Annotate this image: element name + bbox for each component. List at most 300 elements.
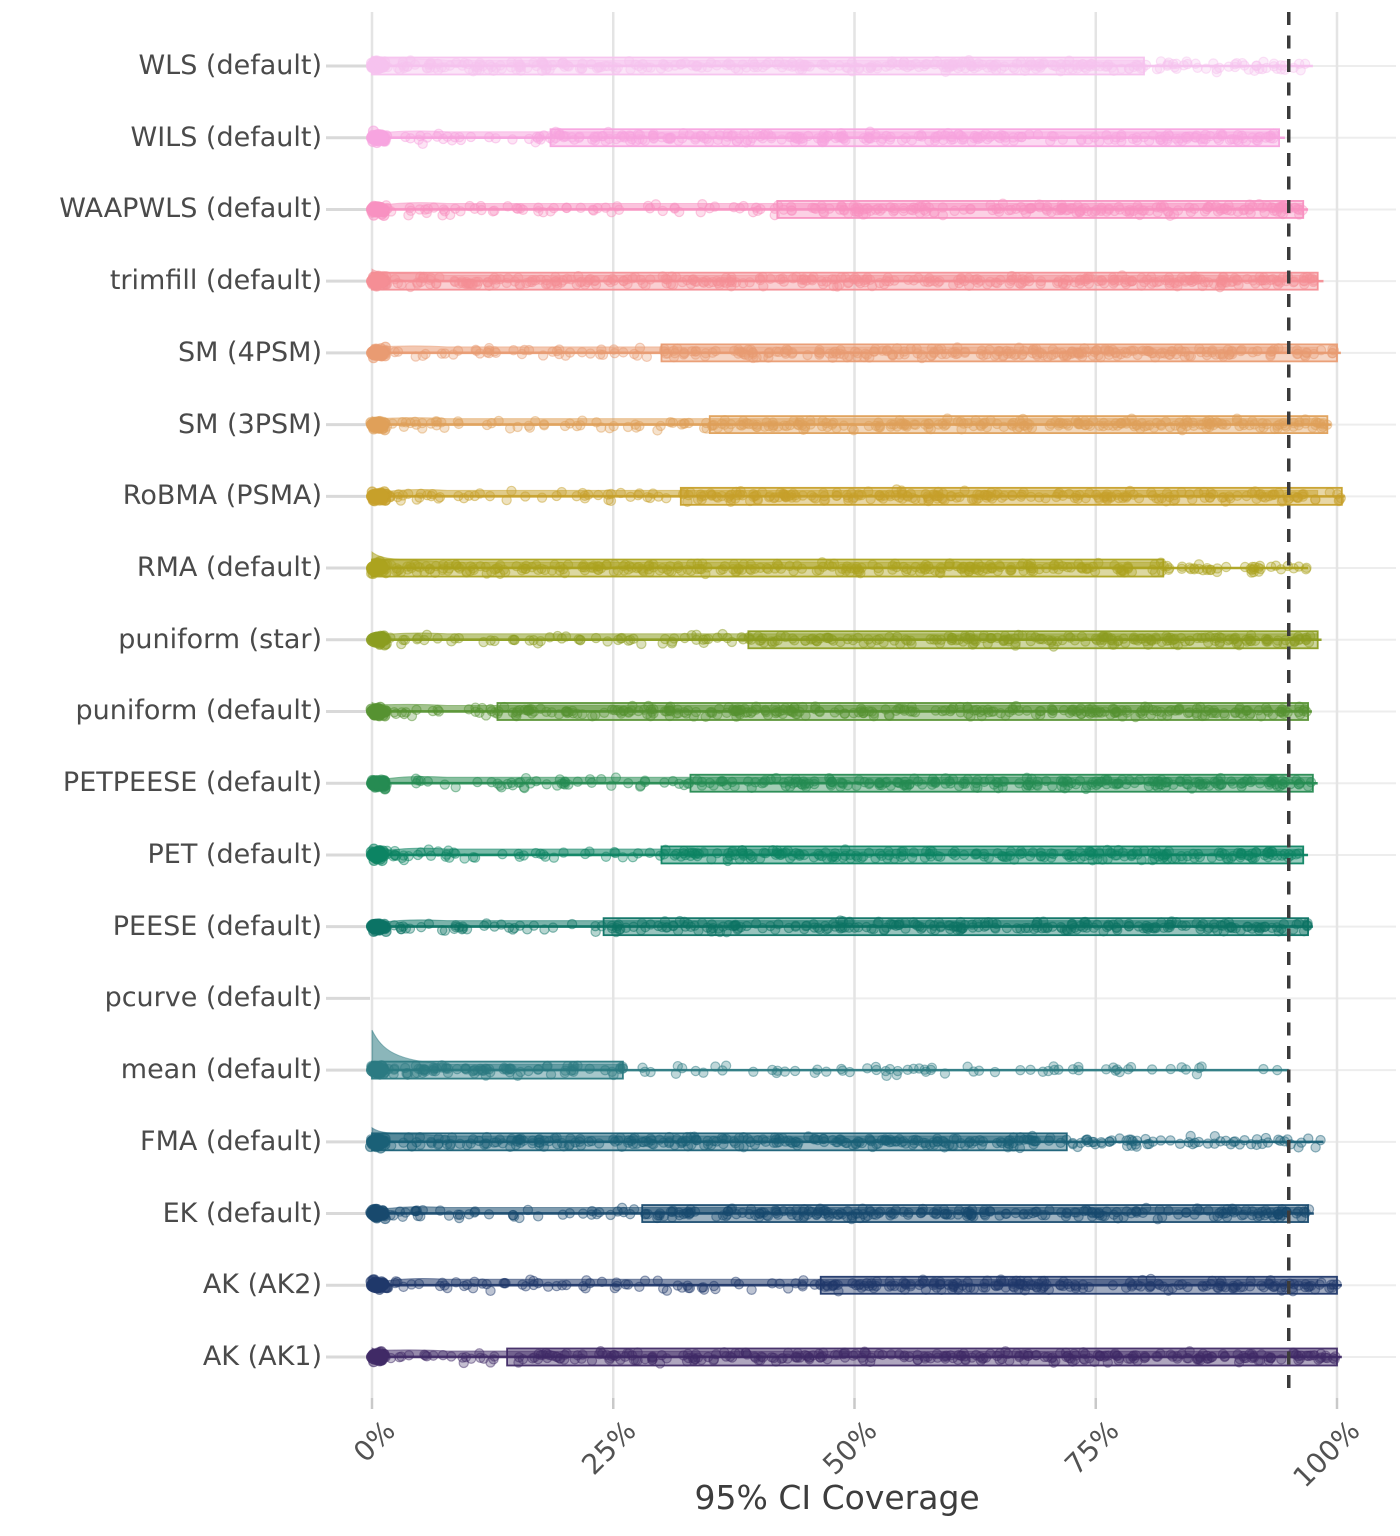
- y-axis-label: puniform (star): [118, 623, 322, 655]
- data-point: [401, 1208, 410, 1217]
- data-point: [646, 1134, 655, 1143]
- data-point: [406, 56, 415, 65]
- data-point: [642, 352, 651, 361]
- data-point: [607, 924, 616, 933]
- data-point: [769, 421, 778, 430]
- y-axis-label: RMA (default): [136, 552, 322, 584]
- data-point: [423, 491, 432, 500]
- data-point: [584, 1137, 593, 1146]
- data-point: [665, 1132, 674, 1141]
- data-point: [1294, 421, 1303, 430]
- data-point: [819, 496, 828, 505]
- data-point: [1141, 60, 1150, 69]
- data-point: [1254, 706, 1263, 715]
- data-point: [565, 1209, 574, 1218]
- data-point: [1084, 1137, 1093, 1146]
- row-puniform-star: [366, 630, 1322, 652]
- zero-cluster-blob: [366, 417, 388, 433]
- data-point: [1136, 424, 1145, 433]
- data-point: [1224, 855, 1233, 864]
- data-point: [946, 924, 955, 933]
- data-point: [643, 201, 652, 210]
- data-point: [839, 134, 848, 143]
- data-point: [460, 854, 469, 863]
- data-point: [1010, 64, 1019, 73]
- data-point: [1126, 1063, 1135, 1072]
- data-point: [1284, 850, 1293, 859]
- data-point: [587, 1207, 596, 1216]
- data-point: [1294, 919, 1303, 928]
- data-point: [1207, 708, 1216, 717]
- data-point: [438, 926, 447, 935]
- data-point: [552, 278, 561, 287]
- data-point: [1026, 562, 1035, 571]
- data-point: [1180, 347, 1189, 356]
- data-point: [637, 564, 646, 573]
- data-point: [1172, 350, 1181, 359]
- data-point: [795, 418, 804, 427]
- data-point: [776, 631, 785, 640]
- data-point: [859, 210, 868, 219]
- data-point: [902, 564, 911, 573]
- data-point: [527, 705, 536, 714]
- data-point: [416, 848, 425, 857]
- data-point: [668, 418, 677, 427]
- data-point: [797, 275, 806, 284]
- data-point: [584, 490, 593, 499]
- data-point: [552, 1139, 561, 1148]
- data-point: [690, 1132, 699, 1141]
- data-point: [1155, 277, 1164, 286]
- data-point: [938, 494, 947, 503]
- data-point: [523, 1205, 532, 1214]
- data-point: [924, 423, 933, 432]
- data-point: [967, 1139, 976, 1148]
- data-point: [1297, 1138, 1306, 1147]
- data-point: [735, 855, 744, 864]
- data-point: [1112, 780, 1121, 789]
- data-point: [445, 853, 454, 862]
- data-point: [1203, 202, 1212, 211]
- data-point: [1186, 1131, 1195, 1140]
- data-point: [843, 63, 852, 72]
- data-point: [665, 706, 674, 715]
- data-point: [1058, 204, 1067, 213]
- data-point: [707, 920, 716, 929]
- data-point: [907, 639, 916, 648]
- data-point: [875, 206, 884, 215]
- data-point: [576, 203, 585, 212]
- data-point: [926, 1065, 935, 1074]
- data-point: [770, 493, 779, 502]
- data-point: [1274, 204, 1283, 213]
- data-point: [830, 347, 839, 356]
- data-point: [597, 775, 606, 784]
- data-point: [1267, 562, 1276, 571]
- data-point: [1185, 636, 1194, 645]
- data-point: [592, 418, 601, 427]
- data-point: [773, 60, 782, 69]
- data-point: [563, 274, 572, 283]
- data-point: [391, 709, 400, 718]
- data-point: [813, 1135, 822, 1144]
- data-point: [743, 136, 752, 145]
- data-point: [1273, 638, 1282, 647]
- data-point: [406, 282, 415, 291]
- data-point: [1212, 68, 1221, 77]
- data-point: [938, 203, 947, 212]
- row-puniform-default: [366, 701, 1312, 721]
- data-point: [660, 778, 669, 787]
- data-point: [508, 135, 517, 144]
- data-point: [1273, 421, 1282, 430]
- data-point: [605, 134, 614, 143]
- data-point: [897, 136, 906, 145]
- data-point: [1129, 635, 1138, 644]
- data-point: [1205, 781, 1214, 790]
- data-point: [800, 924, 809, 933]
- data-point: [1172, 59, 1181, 68]
- data-point: [540, 925, 549, 934]
- data-point: [433, 417, 442, 426]
- data-point: [949, 280, 958, 289]
- data-point: [1165, 422, 1174, 431]
- data-point: [703, 1136, 712, 1145]
- data-point: [820, 208, 829, 217]
- data-point: [946, 707, 955, 716]
- data-point: [819, 280, 828, 289]
- data-point: [619, 706, 628, 715]
- data-point: [843, 353, 852, 362]
- data-point: [1086, 707, 1095, 716]
- data-point: [940, 421, 949, 430]
- data-point: [480, 921, 489, 930]
- zero-cluster-blob: [366, 632, 388, 648]
- data-point: [697, 777, 706, 786]
- data-point: [416, 776, 425, 785]
- data-point: [686, 851, 695, 860]
- data-point: [852, 781, 861, 790]
- data-point: [899, 421, 908, 430]
- data-point: [679, 348, 688, 357]
- data-point: [395, 922, 404, 931]
- row-wils-default: [366, 126, 1285, 148]
- data-point: [466, 1139, 475, 1148]
- data-point: [469, 853, 478, 862]
- data-point: [1053, 278, 1062, 287]
- zero-cluster-blob: [366, 488, 388, 504]
- y-axis-label: AK (AK2): [202, 1269, 322, 1301]
- data-point: [749, 1067, 758, 1076]
- data-point: [1328, 349, 1337, 358]
- data-point: [718, 777, 727, 786]
- data-point: [752, 422, 761, 431]
- data-point: [762, 563, 771, 572]
- data-point: [981, 490, 990, 499]
- data-point: [1075, 776, 1084, 785]
- data-point: [633, 351, 642, 360]
- data-point: [836, 1135, 845, 1144]
- data-point: [1047, 131, 1056, 140]
- data-point: [1125, 208, 1134, 217]
- data-point: [889, 420, 898, 429]
- data-point: [450, 924, 459, 933]
- data-point: [458, 61, 467, 70]
- data-point: [1309, 349, 1318, 358]
- data-point: [1064, 421, 1073, 430]
- data-point: [1033, 130, 1042, 139]
- data-point: [552, 491, 561, 500]
- data-point: [522, 561, 531, 570]
- data-point: [1138, 206, 1147, 215]
- data-point: [539, 850, 548, 859]
- data-point: [1204, 638, 1213, 647]
- data-point: [438, 1063, 447, 1072]
- data-point: [1227, 777, 1236, 786]
- data-point: [464, 1210, 473, 1219]
- data-point: [1058, 635, 1067, 644]
- data-point: [1080, 420, 1089, 429]
- data-point: [1292, 776, 1301, 785]
- data-point: [948, 635, 957, 644]
- data-point: [1190, 853, 1199, 862]
- data-point: [908, 493, 917, 502]
- data-point: [601, 61, 610, 70]
- data-point: [560, 1068, 569, 1077]
- data-point: [1073, 64, 1082, 73]
- data-point: [424, 919, 433, 928]
- data-point: [717, 419, 726, 428]
- data-point: [1166, 1064, 1175, 1073]
- data-point: [784, 61, 793, 70]
- data-point: [908, 1140, 917, 1149]
- data-point: [1182, 57, 1191, 66]
- data-point: [881, 705, 890, 714]
- data-point: [1241, 635, 1250, 644]
- data-point: [546, 1070, 555, 1079]
- data-point: [841, 845, 850, 854]
- data-point: [1028, 1131, 1037, 1140]
- data-point: [838, 1066, 847, 1075]
- data-point: [927, 924, 936, 933]
- data-point: [1240, 1136, 1249, 1145]
- data-point: [1151, 633, 1160, 642]
- data-point: [1184, 132, 1193, 141]
- data-point: [411, 352, 420, 361]
- data-point: [1294, 562, 1303, 571]
- data-point: [974, 1066, 983, 1075]
- data-point: [491, 134, 500, 143]
- data-point: [899, 57, 908, 66]
- data-point: [832, 853, 841, 862]
- data-point: [1127, 567, 1136, 576]
- data-point: [980, 418, 989, 427]
- data-point: [1108, 421, 1117, 430]
- data-point: [1032, 350, 1041, 359]
- data-point: [629, 1205, 638, 1214]
- data-point: [779, 778, 788, 787]
- data-point: [1183, 708, 1192, 717]
- data-point: [1026, 1065, 1035, 1074]
- row-waapwls-default: [366, 199, 1308, 220]
- data-point: [447, 136, 456, 145]
- data-point: [797, 779, 806, 788]
- y-axis-label: WLS (default): [138, 50, 322, 81]
- data-point: [1178, 562, 1187, 571]
- data-point: [607, 208, 616, 217]
- data-point: [914, 62, 923, 71]
- data-point: [656, 64, 665, 73]
- data-point: [889, 207, 898, 216]
- data-point: [595, 1139, 604, 1148]
- data-point: [585, 1064, 594, 1073]
- data-point: [952, 493, 961, 502]
- data-point: [725, 277, 734, 286]
- data-point: [810, 777, 819, 786]
- data-point: [1261, 1133, 1270, 1142]
- data-point: [407, 1142, 416, 1151]
- row-pet-default: [366, 844, 1308, 865]
- data-point: [489, 66, 498, 75]
- data-point: [759, 848, 768, 857]
- data-point: [990, 351, 999, 360]
- data-point: [913, 349, 922, 358]
- data-point: [666, 562, 675, 571]
- data-point: [529, 921, 538, 930]
- data-point: [972, 275, 981, 284]
- data-point: [515, 280, 524, 289]
- data-point: [1201, 134, 1210, 143]
- data-point: [1295, 59, 1304, 68]
- data-point: [574, 133, 583, 142]
- data-point: [645, 848, 654, 857]
- data-point: [1099, 421, 1108, 430]
- y-axis-label: PEESE (default): [112, 910, 322, 942]
- data-point: [1272, 276, 1281, 285]
- y-axis-label: FMA (default): [140, 1125, 322, 1157]
- data-point: [519, 851, 528, 860]
- data-point: [1048, 782, 1057, 791]
- data-point: [1108, 345, 1117, 354]
- data-point: [985, 133, 994, 142]
- data-point: [763, 710, 772, 719]
- data-point: [653, 426, 662, 435]
- data-point: [1103, 845, 1112, 854]
- data-point: [887, 57, 896, 66]
- data-point: [586, 349, 595, 358]
- data-point: [903, 1065, 912, 1074]
- row-sm-3psm: [366, 414, 1332, 435]
- data-point: [696, 208, 705, 217]
- data-point: [1112, 1065, 1121, 1074]
- data-point: [815, 851, 824, 860]
- data-point: [960, 486, 969, 495]
- data-point: [895, 778, 904, 787]
- data-point: [451, 783, 460, 792]
- data-point: [1208, 348, 1217, 357]
- y-axis-label: puniform (default): [75, 695, 322, 727]
- data-point: [697, 492, 706, 501]
- data-point: [433, 634, 442, 643]
- data-point: [1054, 565, 1063, 574]
- data-point: [963, 1062, 972, 1071]
- data-point: [896, 852, 905, 861]
- data-point: [758, 634, 767, 643]
- data-point: [1153, 208, 1162, 217]
- data-point: [1092, 635, 1101, 644]
- data-point: [1036, 706, 1045, 715]
- data-point: [972, 495, 981, 504]
- data-point: [1230, 274, 1239, 283]
- data-point: [1273, 1066, 1282, 1075]
- data-point: [1244, 65, 1253, 74]
- data-point: [1050, 1065, 1059, 1074]
- data-point: [764, 353, 773, 362]
- data-point: [1165, 492, 1174, 501]
- data-point: [859, 852, 868, 861]
- data-point: [688, 275, 697, 284]
- data-point: [1248, 348, 1257, 357]
- data-point: [897, 1138, 906, 1147]
- data-point: [718, 630, 727, 639]
- data-point: [996, 1137, 1005, 1146]
- data-point: [884, 851, 893, 860]
- data-point: [388, 419, 397, 428]
- data-point: [779, 205, 788, 214]
- data-point: [449, 350, 458, 359]
- data-point: [454, 491, 463, 500]
- data-point: [640, 136, 649, 145]
- data-point: [1205, 493, 1214, 502]
- data-point: [516, 1135, 525, 1144]
- data-point: [735, 710, 744, 719]
- data-point: [420, 635, 429, 644]
- data-point: [874, 418, 883, 427]
- data-point: [1277, 705, 1286, 714]
- data-point: [1090, 567, 1099, 576]
- data-point: [863, 64, 872, 73]
- data-point: [589, 561, 598, 570]
- data-point: [453, 1210, 462, 1219]
- data-point: [1024, 923, 1033, 932]
- data-point: [487, 778, 496, 787]
- row-petpeese-default: [366, 773, 1318, 794]
- data-point: [456, 207, 465, 216]
- row-sm-4psm: [366, 342, 1341, 363]
- data-point: [534, 1065, 543, 1074]
- data-point: [412, 495, 421, 504]
- data-point: [885, 277, 894, 286]
- data-point: [662, 494, 671, 503]
- data-point: [908, 853, 917, 862]
- data-point: [521, 492, 530, 501]
- data-point: [979, 633, 988, 642]
- data-point: [987, 564, 996, 573]
- data-point: [616, 1063, 625, 1072]
- data-point: [1098, 855, 1107, 864]
- data-point: [630, 1133, 639, 1142]
- data-point: [900, 706, 909, 715]
- data-point: [750, 564, 759, 573]
- data-point: [535, 1141, 544, 1150]
- data-point: [875, 635, 884, 644]
- data-point: [451, 561, 460, 570]
- data-point: [573, 777, 582, 786]
- data-point: [1089, 923, 1098, 932]
- data-point: [1122, 708, 1131, 717]
- data-point: [936, 563, 945, 572]
- data-point: [1053, 489, 1062, 498]
